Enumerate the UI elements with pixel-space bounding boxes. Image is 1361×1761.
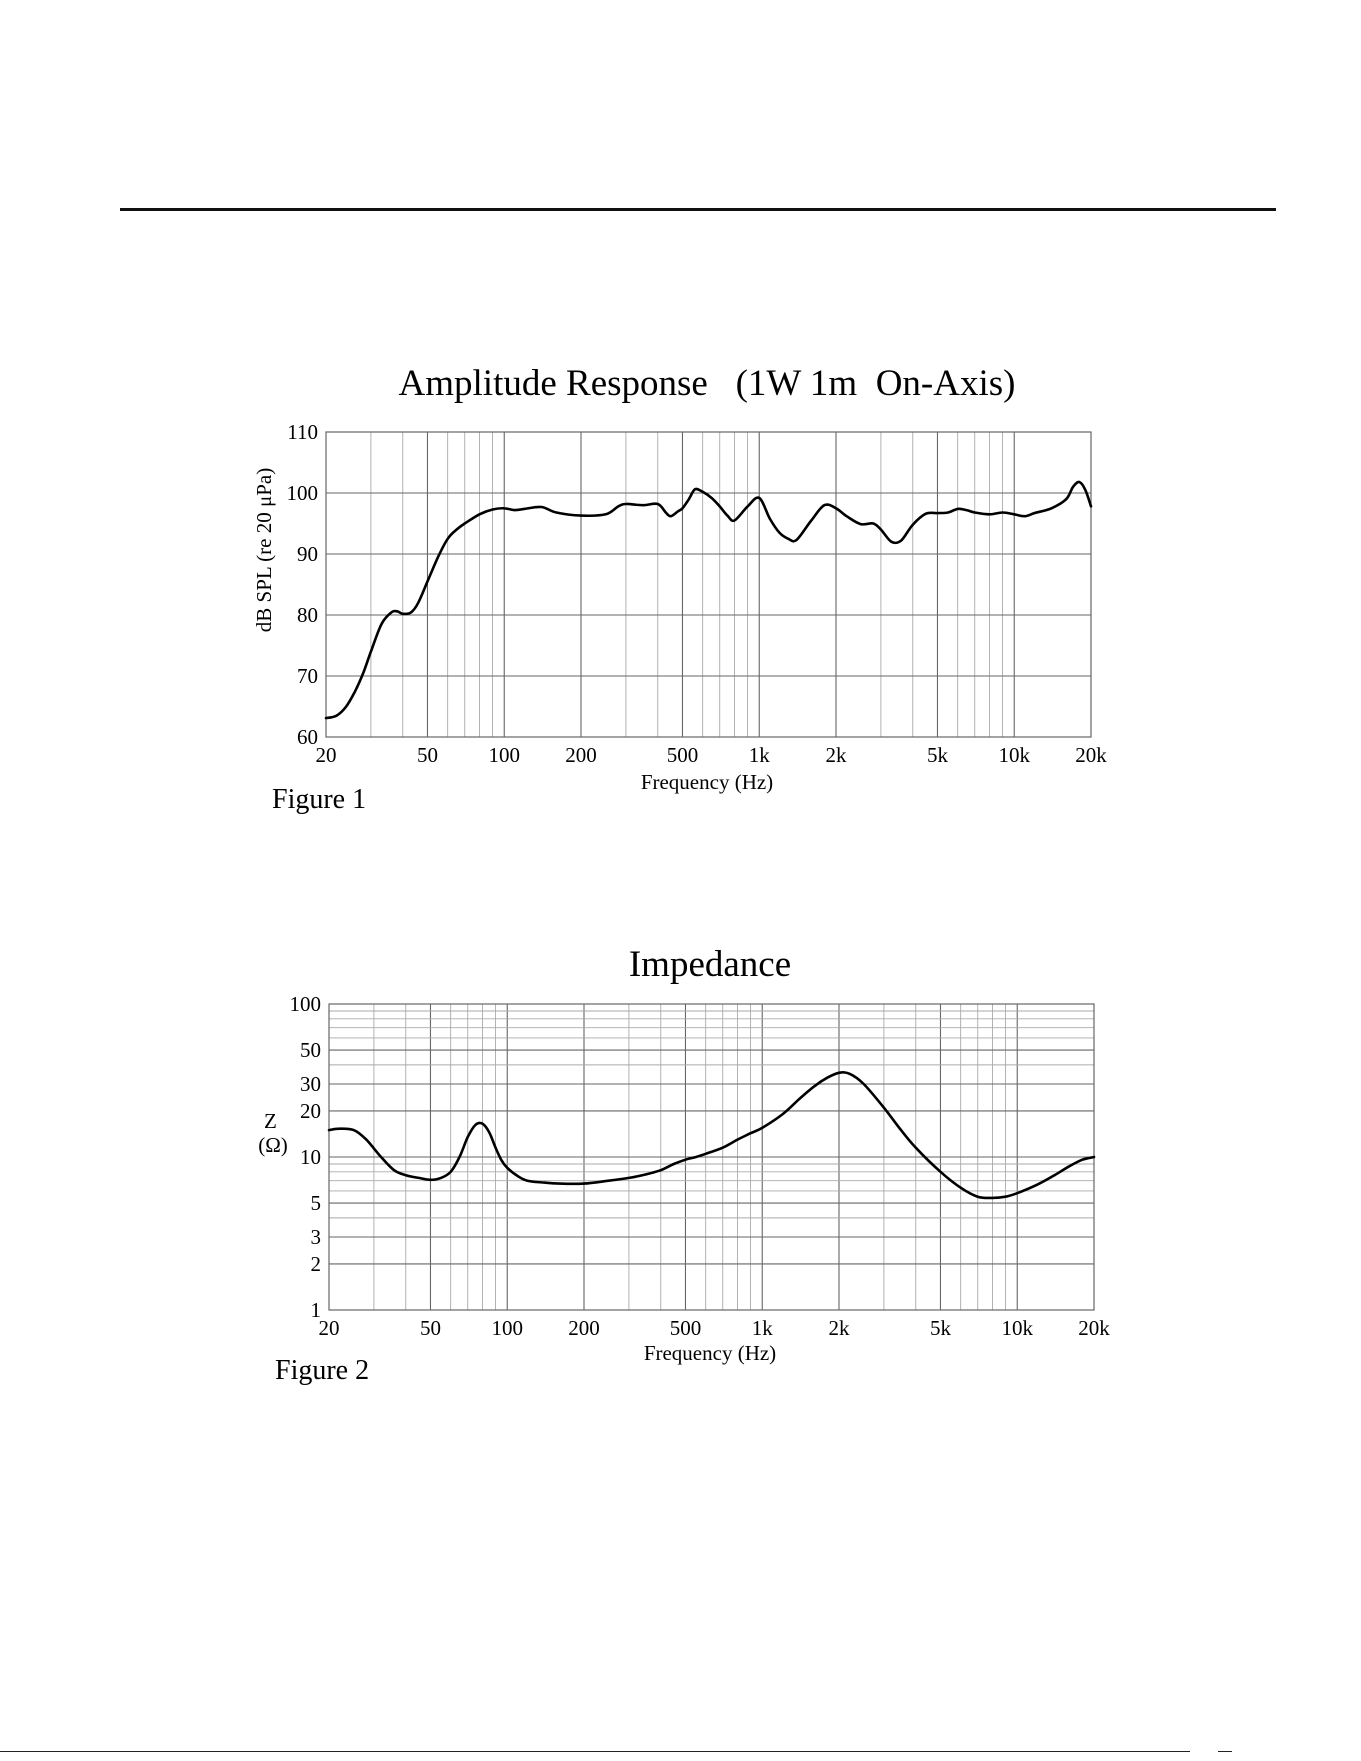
plot-frame [326, 432, 1091, 737]
x-tick-labels [319, 1316, 1111, 1340]
x-tick-label: 100 [488, 743, 520, 767]
x-tick-label: 100 [491, 1316, 523, 1340]
footer-rule [0, 1751, 1190, 1752]
y-tick-label: 100 [289, 992, 321, 1016]
x-tick-label: 10k [998, 743, 1030, 767]
x-tick-label: 200 [568, 1316, 600, 1340]
y-tick-label: 110 [287, 420, 318, 444]
x-tick-label: 2k [825, 743, 847, 767]
figure-caption: Figure 1 [272, 784, 367, 815]
y-tick-label: 80 [297, 603, 318, 627]
chart-title: Amplitude Response (1W 1m On-Axis) [398, 363, 1016, 404]
x-tick-label: 20k [1075, 743, 1107, 767]
y-tick-label: 2 [310, 1251, 321, 1276]
x-tick-label: 50 [416, 743, 438, 767]
footer-rule-segment [1218, 1751, 1232, 1752]
y-tick-label: 90 [297, 542, 318, 566]
y-tick-label: 60 [297, 725, 318, 749]
y-tick-label: 100 [286, 481, 318, 505]
x-tick-label: 2k [828, 1316, 850, 1340]
series-line-amplitude [326, 482, 1091, 718]
y-tick-label: 50 [300, 1038, 321, 1063]
impedance-chart [0, 930, 1361, 1400]
x-tick-label: 1k [751, 1316, 773, 1340]
x-tick-label: 20 [318, 1316, 340, 1340]
x-axis-label: Frequency (Hz) [640, 770, 774, 794]
x-tick-label: 1k [748, 743, 770, 767]
x-tick-label: 5k [929, 1316, 951, 1340]
y-tick-label: 30 [300, 1072, 321, 1097]
x-tick-label: 20 [315, 743, 337, 767]
chart-grid [326, 432, 1091, 737]
y-axis-label: dB SPL (re 20 μPa) [252, 467, 276, 633]
y-tick-label: 1 [310, 1298, 321, 1322]
y-tick-label: 70 [297, 664, 318, 688]
x-tick-label: 20k [1078, 1316, 1110, 1340]
figure-caption: Figure 2 [275, 1355, 370, 1386]
top-rule [120, 208, 1276, 211]
x-axis-label: Frequency (Hz) [643, 1341, 777, 1365]
y-tick-labels [290, 992, 322, 1322]
chart-title: Impedance [628, 944, 792, 985]
x-tick-label: 500 [666, 743, 699, 767]
y-tick-label: 20 [300, 1098, 321, 1123]
y-axis-label-line-1: Z [263, 1109, 277, 1133]
amplitude-response-chart [0, 360, 1361, 830]
chart-grid [329, 1004, 1094, 1310]
x-tick-labels [316, 743, 1108, 767]
x-tick-label: 5k [926, 743, 948, 767]
y-axis-label [258, 1109, 288, 1157]
x-tick-label: 10k [1001, 1316, 1033, 1340]
y-tick-label: 10 [300, 1145, 321, 1169]
y-tick-labels [287, 420, 319, 749]
y-tick-label: 5 [310, 1191, 321, 1216]
x-tick-label: 500 [669, 1316, 702, 1340]
x-tick-label: 200 [565, 743, 597, 767]
x-tick-label: 50 [419, 1316, 441, 1340]
y-axis-label-line-2: (Ω) [258, 1133, 288, 1157]
series-line-impedance [329, 1072, 1094, 1198]
y-tick-label: 3 [310, 1225, 321, 1250]
